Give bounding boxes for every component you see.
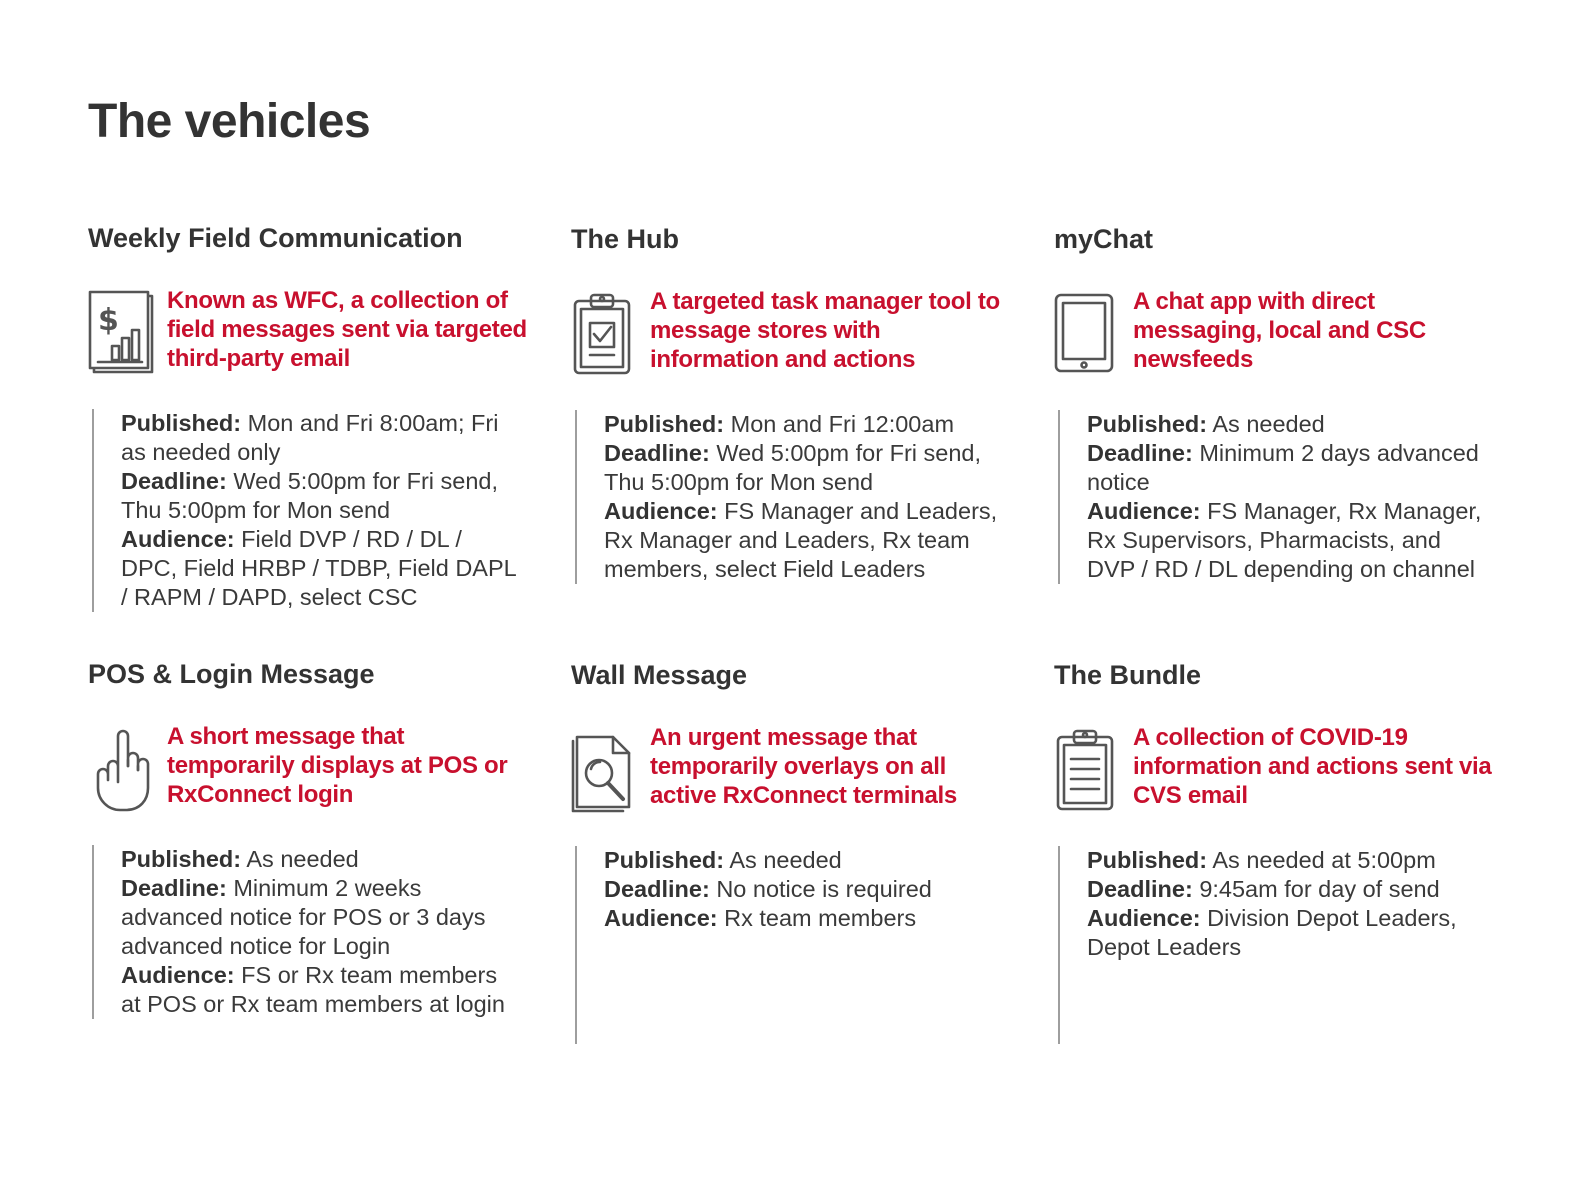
- audience-label: Audience:: [604, 498, 718, 524]
- deadline-label: Deadline:: [121, 468, 227, 494]
- vehicle-summary: A targeted task manager tool to message stores with information and actions: [650, 288, 1000, 373]
- summary-row: [88, 723, 528, 816]
- audience-label: Audience:: [604, 905, 718, 931]
- vehicle-title: Weekly Field Communication: [88, 223, 463, 253]
- vehicle-card-pos-login: [88, 659, 528, 1017]
- audience-value: FS Manager and Leaders, Rx Manager and Leaders, Rx team members, select Field Leaders: [604, 498, 998, 582]
- deadline-value: No notice is required: [716, 876, 932, 902]
- financial-report-icon: [88, 290, 158, 376]
- vehicle-summary: An urgent message that temporarily overlays on all active RxConnect terminals: [650, 724, 957, 809]
- published-value: As needed: [246, 846, 359, 872]
- vehicle-title: The Hub: [571, 224, 679, 254]
- vehicle-title: The Bundle: [1054, 660, 1201, 690]
- deadline-value: 9:45am for day of send: [1199, 876, 1440, 902]
- deadline-value: Minimum 2 weeks advanced notice for POS or 3 days advanced notice for Login: [121, 875, 486, 959]
- vehicle-details: [92, 409, 522, 612]
- vehicle-summary: A short message that temporarily displays at POS or RxConnect login: [167, 723, 508, 808]
- document-search-icon: [571, 727, 641, 813]
- audience-label: Audience:: [1087, 905, 1201, 931]
- audience-label: Audience:: [121, 526, 235, 552]
- audience-value: Division Depot Leaders, Depot Leaders: [1087, 905, 1457, 960]
- published-label: Published:: [1087, 847, 1208, 873]
- published-label: Published:: [604, 411, 725, 437]
- vehicle-summary: A chat app with direct messaging, local and CSC newsfeeds: [1133, 288, 1426, 373]
- audience-value: Field DVP / RD / DL / DPC, Field HRBP / TDBP, Field DAPL / RAPM / DAPD, select CSC: [121, 526, 516, 610]
- vehicle-card-mychat: [1054, 224, 1494, 582]
- deadline-value: Minimum 2 days advanced notice: [1087, 440, 1479, 495]
- svg-text:$: $: [98, 303, 119, 338]
- published-label: Published:: [1087, 411, 1208, 437]
- pointing-hand-icon: [88, 726, 158, 812]
- deadline-label: Deadline:: [1087, 440, 1193, 466]
- summary-row: [571, 288, 1011, 381]
- published-value: As needed: [1212, 411, 1325, 437]
- vehicle-details: [1058, 410, 1488, 584]
- tablet-icon: [1054, 291, 1124, 377]
- vehicle-card-wall-message: [571, 660, 1011, 931]
- published-value: As needed at 5:00pm: [1212, 847, 1436, 873]
- page-title: The vehicles: [88, 95, 371, 148]
- vehicle-details: [575, 410, 1005, 584]
- published-label: Published:: [121, 846, 242, 872]
- deadline-value: Wed 5:00pm for Fri send, Thu 5:00pm for Mon send: [121, 468, 499, 523]
- vehicle-title: POS & Login Message: [88, 659, 375, 689]
- published-value: Mon and Fri 12:00am: [730, 411, 955, 437]
- deadline-label: Deadline:: [121, 875, 227, 901]
- vehicle-card-wfc: [88, 223, 528, 610]
- vehicle-card-bundle: [1054, 660, 1494, 960]
- vehicle-title: Wall Message: [571, 660, 748, 690]
- clipboard-list-icon: [1054, 727, 1124, 813]
- summary-row: [1054, 288, 1494, 381]
- deadline-value: Wed 5:00pm for Fri send, Thu 5:00pm for Mon send: [604, 440, 982, 495]
- vehicle-summary: Known as WFC, a collection of field messages sent via targeted third-party email: [167, 287, 527, 372]
- audience-label: Audience:: [1087, 498, 1201, 524]
- deadline-label: Deadline:: [604, 876, 710, 902]
- vehicle-summary: A collection of COVID-19 information and actions sent via CVS email: [1133, 724, 1492, 809]
- audience-value: Rx team members: [724, 905, 917, 931]
- summary-row: [1054, 724, 1494, 817]
- published-label: Published:: [121, 410, 242, 436]
- vehicle-title: myChat: [1054, 224, 1154, 254]
- vehicle-card-hub: [571, 224, 1011, 582]
- vehicle-details: [575, 846, 1005, 1044]
- deadline-label: Deadline:: [604, 440, 710, 466]
- summary-row: [571, 724, 1011, 817]
- vehicle-details: [1058, 846, 1488, 1044]
- audience-value: FS or Rx team members at POS or Rx team members at login: [121, 962, 505, 1017]
- deadline-label: Deadline:: [1087, 876, 1193, 902]
- audience-value: FS Manager, Rx Manager, Rx Supervisors, Pharmacists, and DVP / RD / DL depending on channel: [1087, 498, 1482, 582]
- clipboard-check-icon: [571, 291, 641, 377]
- audience-label: Audience:: [121, 962, 235, 988]
- published-value: As needed: [729, 847, 842, 873]
- published-label: Published:: [604, 847, 725, 873]
- vehicle-details: [92, 845, 522, 1019]
- summary-row: [88, 287, 528, 380]
- published-value: Mon and Fri 8:00am; Fri as needed only: [121, 410, 499, 465]
